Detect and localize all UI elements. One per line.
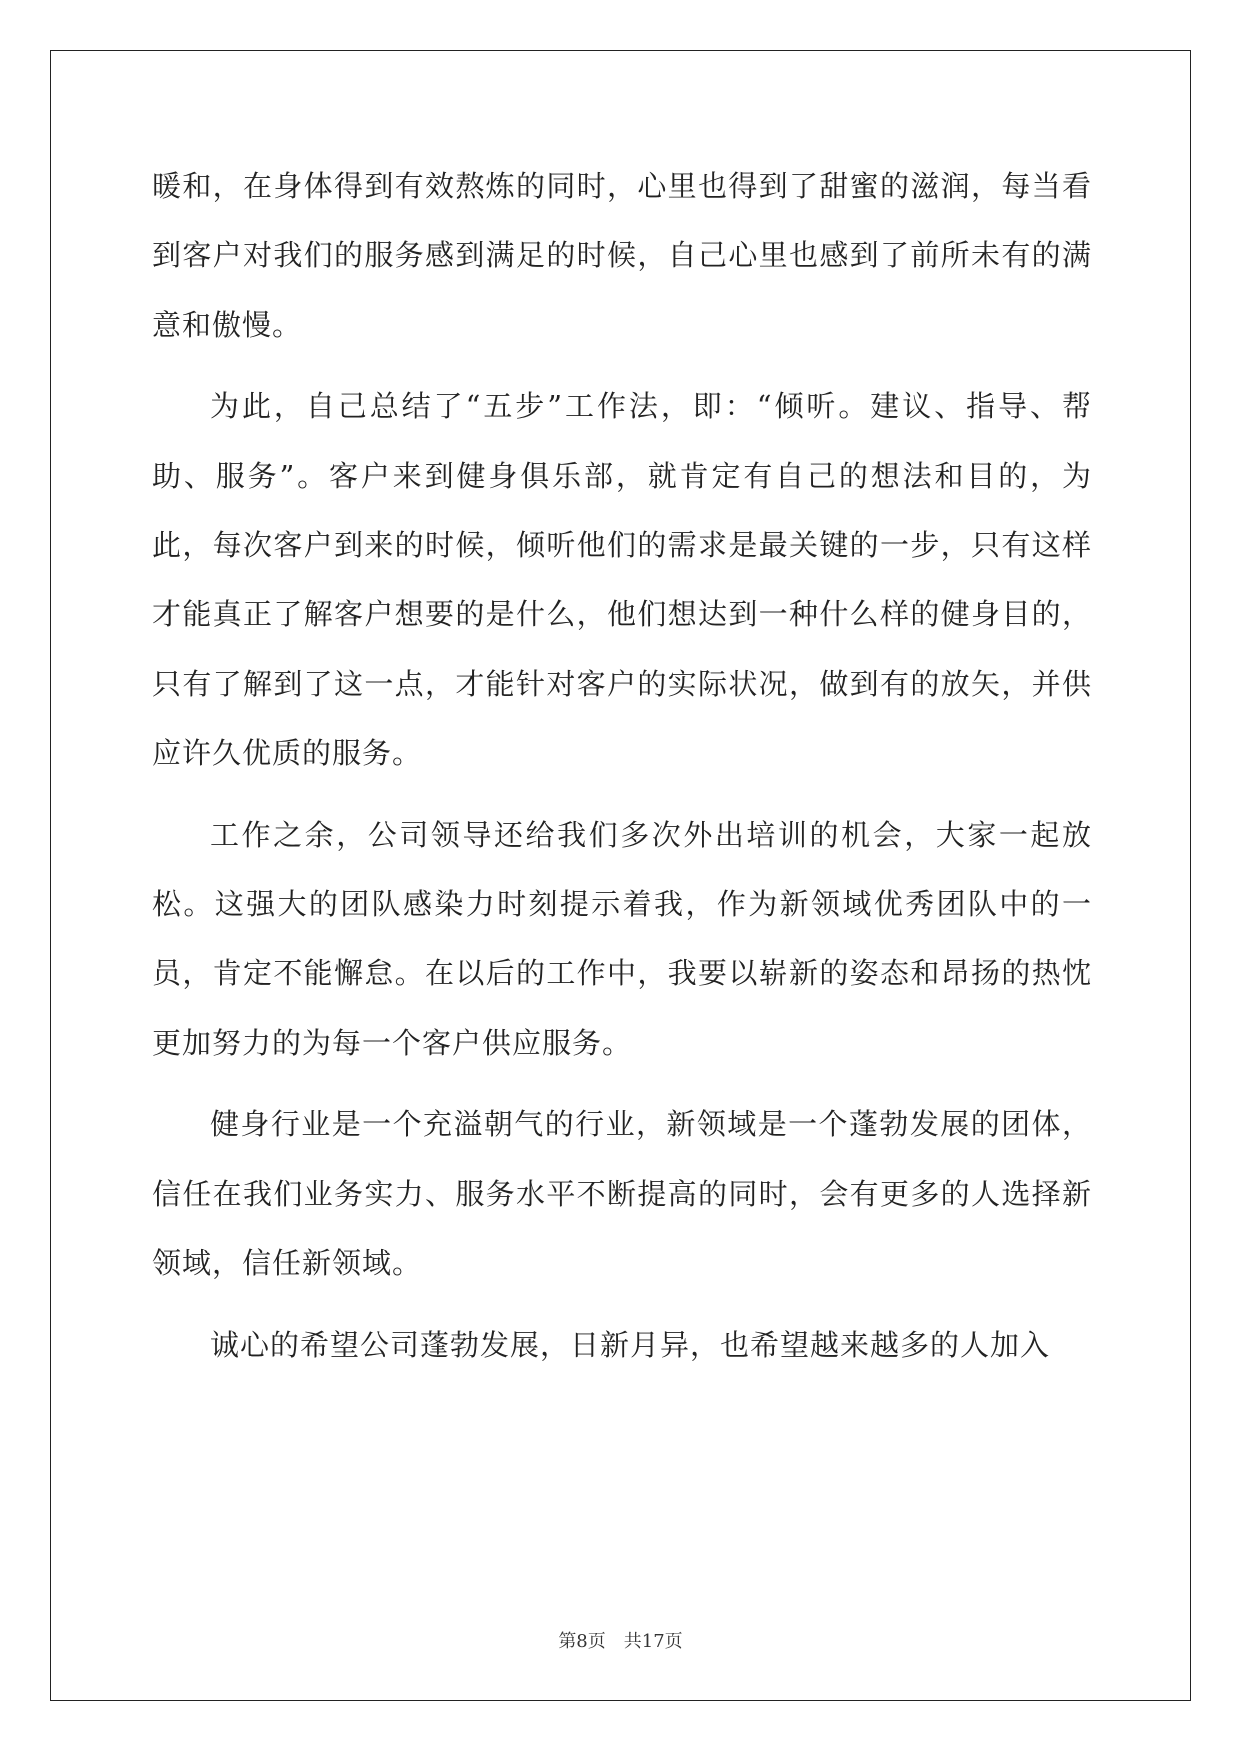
page-total: 共17页 bbox=[623, 1631, 683, 1652]
paragraph-4: 健身行业是一个充溢朝气的行业，新领域是一个蓬勃发展的团体，信任在我们业务实力、服务水平不断提高的同时，会有更多的人选择新领域，信任新领域。 bbox=[152, 1107, 1092, 1281]
page-number: 第8页 bbox=[558, 1631, 606, 1652]
paragraph-3: 工作之余，公司领导还给我们多次外出培训的机会，大家一起放松。这强大的团队感染力时刻提示着我，作为新领域优秀团队中的一员，肯定不能懈怠。在以后的工作中，我要以崭新的姿态和昂扬的热忱更加努力的为每一个客户供应服务。 bbox=[152, 817, 1092, 1060]
document-body bbox=[152, 152, 1092, 1392]
paragraph-5: 诚心的希望公司蓬勃发展，日新月异，也希望越来越多的人加入 bbox=[210, 1327, 1051, 1362]
page-footer bbox=[0, 1627, 1241, 1653]
paragraph-2: 为此，自己总结了“五步”工作法，即：“倾听。建议、指导、帮助、服务”。客户来到健身俱乐部，就肯定有自己的想法和目的，为此，每次客户到来的时候，倾听他们的需求是最关键的一步，只有这样才能真正了解客户想要的是什么，他们想达到一种什么样的健身目的，只有了解到了这一点，才能针对客户的实际状况，做到有的放矢，并供应许久优质的服务。 bbox=[152, 389, 1092, 771]
paragraph-1: 暖和，在身体得到有效熬炼的同时，心里也得到了甜蜜的滋润，每当看到客户对我们的服务感到满足的时候，自己心里也感到了前所未有的满意和傲慢。 bbox=[152, 169, 1092, 342]
